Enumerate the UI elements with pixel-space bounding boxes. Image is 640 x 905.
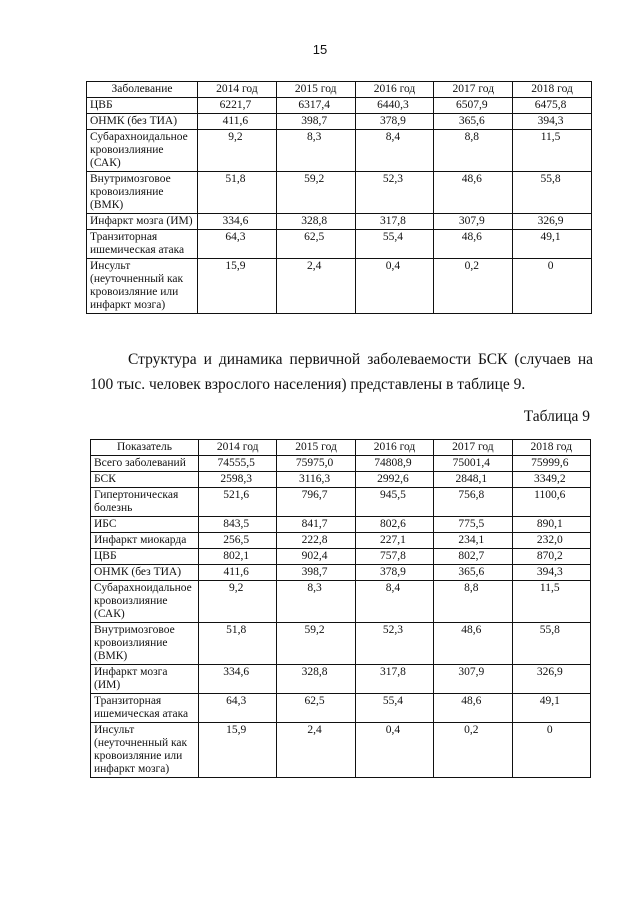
value-cell: 3349,2 xyxy=(512,472,590,488)
value-cell: 55,4 xyxy=(355,694,433,723)
page-number: 15 xyxy=(312,42,328,57)
value-cell: 256,5 xyxy=(199,533,277,549)
value-cell: 398,7 xyxy=(277,565,355,581)
value-cell: 394,3 xyxy=(512,565,590,581)
table-row xyxy=(87,172,592,214)
value-cell: 802,7 xyxy=(434,549,512,565)
column-header: Заболевание xyxy=(87,82,198,98)
value-cell: 64,3 xyxy=(199,694,277,723)
value-cell: 74808,9 xyxy=(355,456,433,472)
value-cell: 307,9 xyxy=(434,665,512,694)
table-header-row xyxy=(87,82,592,98)
value-cell: 0,2 xyxy=(434,723,512,778)
column-header: 2015 год xyxy=(276,82,355,98)
value-cell: 328,8 xyxy=(277,665,355,694)
value-cell: 802,1 xyxy=(199,549,277,565)
value-cell: 15,9 xyxy=(199,723,277,778)
table-caption: Таблица 9 xyxy=(523,408,590,425)
value-cell: 0,2 xyxy=(434,259,513,314)
row-label-cell: Субарахноидальное кровоизлияние (САК) xyxy=(87,130,198,172)
value-cell: 9,2 xyxy=(199,581,277,623)
value-cell: 870,2 xyxy=(512,549,590,565)
row-label-cell: Инфаркт миокарда xyxy=(91,533,199,549)
table-row xyxy=(87,214,592,230)
column-header: 2018 год xyxy=(512,440,590,456)
value-cell: 8,4 xyxy=(355,581,433,623)
value-cell: 49,1 xyxy=(513,230,592,259)
row-label-cell: Внутримозговое кровоизлияние (ВМК) xyxy=(91,623,199,665)
row-label-cell: ОНМК (без ТИА) xyxy=(91,565,199,581)
row-label-cell: Транзиторная ишемическая атака xyxy=(87,230,198,259)
table-row xyxy=(91,549,591,565)
value-cell: 48,6 xyxy=(434,694,512,723)
value-cell: 75999,6 xyxy=(512,456,590,472)
value-cell: 8,4 xyxy=(355,130,434,172)
column-header: Показатель xyxy=(91,440,199,456)
value-cell: 48,6 xyxy=(434,623,512,665)
table-row xyxy=(91,472,591,488)
value-cell: 15,9 xyxy=(198,259,277,314)
row-label-cell: Гипертоническая болезнь xyxy=(91,488,199,517)
row-label-cell: Транзиторная ишемическая атака xyxy=(91,694,199,723)
table-row xyxy=(87,230,592,259)
row-label-cell: Инсульт (неуточненный как кровоизляние или инфаркт мозга) xyxy=(91,723,199,778)
value-cell: 48,6 xyxy=(434,230,513,259)
value-cell: 2598,3 xyxy=(199,472,277,488)
disease-table-1 xyxy=(86,81,592,314)
value-cell: 6507,9 xyxy=(434,98,513,114)
value-cell: 75001,4 xyxy=(434,456,512,472)
value-cell: 48,6 xyxy=(434,172,513,214)
value-cell: 411,6 xyxy=(199,565,277,581)
value-cell: 307,9 xyxy=(434,214,513,230)
row-label-cell: Всего заболеваний xyxy=(91,456,199,472)
value-cell: 74555,5 xyxy=(199,456,277,472)
row-label-cell: Инфаркт мозга (ИМ) xyxy=(91,665,199,694)
value-cell: 841,7 xyxy=(277,517,355,533)
value-cell: 11,5 xyxy=(513,130,592,172)
row-label-cell: ИБС xyxy=(91,517,199,533)
value-cell: 326,9 xyxy=(512,665,590,694)
value-cell: 2,4 xyxy=(276,259,355,314)
table-row xyxy=(91,694,591,723)
table-row xyxy=(87,114,592,130)
table-row xyxy=(91,623,591,665)
value-cell: 2992,6 xyxy=(355,472,433,488)
value-cell: 378,9 xyxy=(355,114,434,130)
value-cell: 796,7 xyxy=(277,488,355,517)
value-cell: 890,1 xyxy=(512,517,590,533)
table-body xyxy=(87,98,592,314)
value-cell: 334,6 xyxy=(198,214,277,230)
row-label-cell: ОНМК (без ТИА) xyxy=(87,114,198,130)
value-cell: 9,2 xyxy=(198,130,277,172)
column-header: 2017 год xyxy=(434,440,512,456)
disease-table-9 xyxy=(90,439,591,778)
value-cell: 52,3 xyxy=(355,172,434,214)
value-cell: 757,8 xyxy=(355,549,433,565)
row-label-cell: ЦВБ xyxy=(91,549,199,565)
value-cell: 8,8 xyxy=(434,581,512,623)
value-cell: 0,4 xyxy=(355,259,434,314)
value-cell: 394,3 xyxy=(513,114,592,130)
value-cell: 317,8 xyxy=(355,214,434,230)
value-cell: 317,8 xyxy=(355,665,433,694)
value-cell: 378,9 xyxy=(355,565,433,581)
value-cell: 411,6 xyxy=(198,114,277,130)
value-cell: 6440,3 xyxy=(355,98,434,114)
value-cell: 775,5 xyxy=(434,517,512,533)
value-cell: 334,6 xyxy=(199,665,277,694)
column-header: 2018 год xyxy=(513,82,592,98)
value-cell: 326,9 xyxy=(513,214,592,230)
value-cell: 232,0 xyxy=(512,533,590,549)
value-cell: 55,8 xyxy=(513,172,592,214)
value-cell: 64,3 xyxy=(198,230,277,259)
value-cell: 8,8 xyxy=(434,130,513,172)
table-row xyxy=(91,533,591,549)
value-cell: 59,2 xyxy=(276,172,355,214)
value-cell: 398,7 xyxy=(276,114,355,130)
column-header: 2016 год xyxy=(355,440,433,456)
table-row xyxy=(91,488,591,517)
value-cell: 52,3 xyxy=(355,623,433,665)
table-row xyxy=(87,130,592,172)
value-cell: 227,1 xyxy=(355,533,433,549)
value-cell: 8,3 xyxy=(277,581,355,623)
value-cell: 75975,0 xyxy=(277,456,355,472)
column-header: 2016 год xyxy=(355,82,434,98)
value-cell: 62,5 xyxy=(277,694,355,723)
value-cell: 234,1 xyxy=(434,533,512,549)
value-cell: 3116,3 xyxy=(277,472,355,488)
row-label-cell: Инфаркт мозга (ИМ) xyxy=(87,214,198,230)
value-cell: 802,6 xyxy=(355,517,433,533)
value-cell: 328,8 xyxy=(276,214,355,230)
value-cell: 49,1 xyxy=(512,694,590,723)
value-cell: 365,6 xyxy=(434,565,512,581)
value-cell: 0,4 xyxy=(355,723,433,778)
row-label-cell: БСК xyxy=(91,472,199,488)
value-cell: 6317,4 xyxy=(276,98,355,114)
body-paragraph: Структура и динамика первичной заболеваемости БСК (случаев на 100 тыс. человек взрослого населения) представлены в таблице 9. xyxy=(90,351,593,393)
value-cell: 222,8 xyxy=(277,533,355,549)
value-cell: 902,4 xyxy=(277,549,355,565)
value-cell: 843,5 xyxy=(199,517,277,533)
value-cell: 756,8 xyxy=(434,488,512,517)
table-body xyxy=(91,456,591,778)
value-cell: 0 xyxy=(512,723,590,778)
table-row xyxy=(87,98,592,114)
value-cell: 945,5 xyxy=(355,488,433,517)
table-row xyxy=(91,456,591,472)
value-cell: 62,5 xyxy=(276,230,355,259)
value-cell: 2848,1 xyxy=(434,472,512,488)
value-cell: 6221,7 xyxy=(198,98,277,114)
value-cell: 521,6 xyxy=(199,488,277,517)
table-row xyxy=(91,723,591,778)
value-cell: 11,5 xyxy=(512,581,590,623)
row-label-cell: Внутримозговое кровоизлияние (ВМК) xyxy=(87,172,198,214)
table-row xyxy=(91,565,591,581)
value-cell: 51,8 xyxy=(198,172,277,214)
table-row xyxy=(91,517,591,533)
table-row xyxy=(91,665,591,694)
column-header: 2017 год xyxy=(434,82,513,98)
column-header: 2015 год xyxy=(277,440,355,456)
value-cell: 0 xyxy=(513,259,592,314)
row-label-cell: Инсульт (неуточненный как кровоизляние или инфаркт мозга) xyxy=(87,259,198,314)
value-cell: 59,2 xyxy=(277,623,355,665)
column-header: 2014 год xyxy=(198,82,277,98)
value-cell: 8,3 xyxy=(276,130,355,172)
value-cell: 6475,8 xyxy=(513,98,592,114)
row-label-cell: ЦВБ xyxy=(87,98,198,114)
value-cell: 55,8 xyxy=(512,623,590,665)
value-cell: 55,4 xyxy=(355,230,434,259)
value-cell: 1100,6 xyxy=(512,488,590,517)
table-row xyxy=(87,259,592,314)
column-header: 2014 год xyxy=(199,440,277,456)
value-cell: 365,6 xyxy=(434,114,513,130)
value-cell: 2,4 xyxy=(277,723,355,778)
value-cell: 51,8 xyxy=(199,623,277,665)
table-row xyxy=(91,581,591,623)
row-label-cell: Субарахноидальное кровоизлияние (САК) xyxy=(91,581,199,623)
table-header-row xyxy=(91,440,591,456)
